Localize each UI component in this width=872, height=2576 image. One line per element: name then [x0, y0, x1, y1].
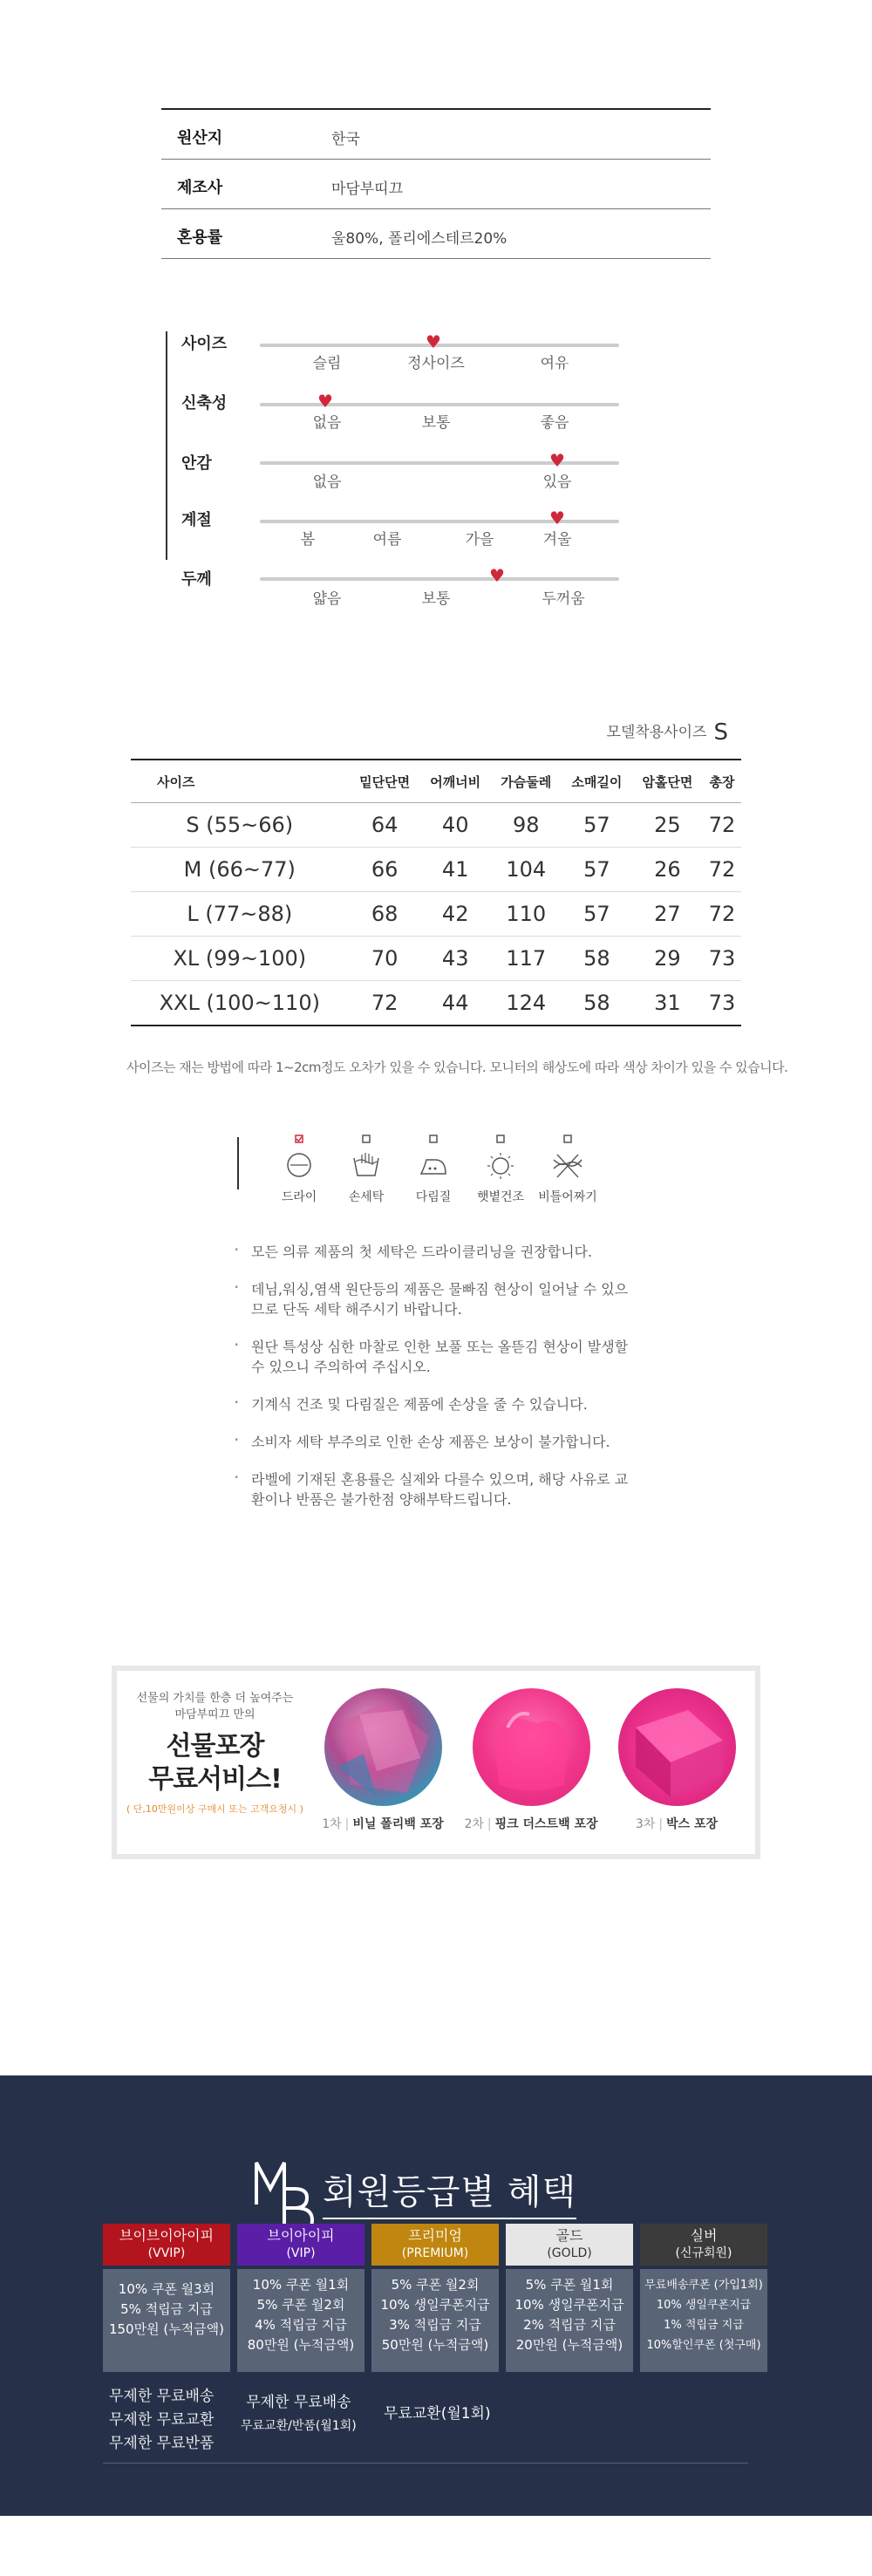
perk-line: 50만원 (누적금액): [381, 2337, 489, 2353]
info-value: 울80%, 폴리에스테르20%: [331, 230, 508, 248]
info-value: 마담부띠끄: [331, 181, 404, 198]
table-row: [131, 981, 741, 1026]
perk-line: 5% 쿠폰 월1회: [525, 2277, 614, 2293]
table-cell: 70: [350, 937, 420, 981]
heart-marker-icon: ♥: [317, 391, 333, 412]
perk-line: 150만원 (누적금액): [108, 2321, 225, 2337]
perk-line: 10% 쿠폰 월3회: [118, 2281, 215, 2297]
list-item: · 소비자 세탁 부주의로 인한 손상 제품은 보상이 불가합니다.: [234, 1432, 635, 1452]
gift-subtitle-line: 선물의 가치를 한층 더 높여주는: [136, 1692, 294, 1705]
perk-line: 무료배송쿠폰 (가입1회): [644, 2279, 763, 2292]
table-cell: 110: [491, 892, 562, 937]
membership-section: [0, 2075, 872, 2516]
info-label: 원산지: [177, 129, 223, 147]
scale-label: 봄: [300, 531, 316, 549]
scale-line: [260, 461, 619, 465]
care-item-dry: [269, 1134, 330, 1205]
scale-label: 있음: [542, 474, 572, 491]
size-cell: XXL (100~110): [131, 981, 350, 1026]
column-header: 가슴둘레: [491, 760, 562, 803]
table-row: [131, 848, 741, 892]
gift-box-illustration: [618, 1688, 736, 1806]
hand-wash-icon: [349, 1134, 384, 1184]
scale-label: 보통: [421, 590, 451, 608]
table-cell: 124: [491, 981, 562, 1026]
table-cell: 57: [562, 848, 632, 892]
table-cell: 57: [562, 892, 632, 937]
table-row: [131, 803, 741, 848]
table-cell: 68: [350, 892, 420, 937]
care-label: 햇볕건조: [476, 1190, 525, 1204]
list-item: · 기계식 건조 및 다림질은 제품에 손상을 줄 수 있습니다.: [234, 1394, 635, 1414]
tier-vip: [237, 2224, 364, 2266]
scale-label: 얇음: [312, 590, 342, 608]
scale-line: [260, 403, 619, 406]
info-row-origin: [161, 108, 711, 160]
column-header: 총장: [703, 760, 741, 803]
scale-label: 없음: [312, 414, 342, 432]
care-label: 드라이: [281, 1190, 317, 1204]
gift-box-image: [618, 1688, 736, 1806]
table-cell: 26: [632, 848, 703, 892]
table-cell: 29: [632, 937, 703, 981]
scale-label: 겨울: [542, 531, 572, 549]
scale-line: [260, 577, 619, 581]
gift-copy: [117, 1671, 313, 1816]
tier-name: 실버: [690, 2227, 718, 2244]
product-attribute-scales: [166, 331, 654, 610]
scale-label: 두꺼움: [542, 590, 585, 608]
size-cell: S (55~66): [131, 803, 350, 848]
table-cell: 104: [491, 848, 562, 892]
scale-title-size: 사이즈: [181, 335, 228, 353]
heart-marker-icon: ♥: [549, 508, 565, 528]
table-row: [131, 892, 741, 937]
size-cell: M (66~77): [131, 848, 350, 892]
tier-name: 골드: [555, 2227, 583, 2244]
table-cell: 66: [350, 848, 420, 892]
scale-divider: [166, 331, 167, 560]
dust-bag-image: [473, 1688, 590, 1806]
scale-label: 여유: [540, 355, 569, 372]
perks-vip: [237, 2269, 364, 2372]
care-item-iron: [403, 1134, 464, 1205]
column-header: 암홀단면: [632, 760, 703, 803]
scale-label: 가을: [465, 531, 494, 549]
scale-line: [260, 520, 619, 523]
sun-dry-icon: [483, 1134, 518, 1184]
table-cell: 42: [420, 892, 491, 937]
extra-line: 무제한 무료교환: [109, 2411, 215, 2429]
scale-label: 여름: [372, 531, 402, 549]
care-label: 비틀어짜기: [538, 1190, 597, 1204]
gift-step: 1차: [322, 1817, 342, 1831]
table-cell: 72: [703, 848, 741, 892]
poly-bag-illustration: [324, 1688, 442, 1806]
info-row-manufacturer: [161, 160, 711, 209]
extra-line: 무제한 무료반품: [109, 2435, 215, 2452]
tier-en: (신규회원): [675, 2246, 732, 2260]
heart-marker-icon: ♥: [549, 450, 565, 471]
extras-vvip: [109, 2385, 214, 2456]
scale-label: 없음: [312, 474, 342, 491]
model-size-value: S: [713, 719, 728, 746]
perk-line: 5% 쿠폰 월2회: [256, 2297, 345, 2313]
extra-line: 무료교환(월1회): [384, 2405, 491, 2423]
perks-gold: [506, 2269, 633, 2372]
gift-option-name: 핑크 더스트백 포장: [494, 1817, 598, 1831]
care-divider: [237, 1137, 239, 1189]
info-label: 혼용률: [177, 228, 223, 247]
perks-vvip: [103, 2269, 230, 2372]
gift-title: [117, 1730, 313, 1796]
table-cell: 25: [632, 803, 703, 848]
scale-label: 정사이즈: [407, 355, 465, 372]
tier-gold: [506, 2224, 633, 2266]
table-row: [131, 937, 741, 981]
care-item-no-wring: [537, 1134, 598, 1205]
gift-option-dust-bag: [461, 1688, 601, 1832]
tier-name: 브이아이피: [267, 2227, 335, 2244]
size-cell: XL (99~100): [131, 937, 350, 981]
table-cell: 98: [491, 803, 562, 848]
list-item: · 데님,워싱,염색 원단등의 제품은 물빠짐 현상이 일어날 수 있으므로 단독 세탁 해주시기 바랍니다.: [234, 1279, 635, 1319]
tier-en: (VIP): [286, 2246, 316, 2260]
gift-option-name: 박스 포장: [666, 1817, 719, 1831]
gift-option-box: [607, 1688, 746, 1832]
perk-line: 10%할인쿠폰 (첫구매): [646, 2339, 761, 2352]
tier-vvip: [103, 2224, 230, 2266]
table-cell: 40: [420, 803, 491, 848]
heart-marker-icon: ♥: [489, 565, 505, 586]
extras-premium: [384, 2402, 491, 2426]
iron-icon: [416, 1134, 451, 1184]
perk-line: 2% 적립금 지급: [523, 2317, 616, 2333]
perk-line: 3% 적립금 지급: [389, 2317, 481, 2333]
dry-clean-icon: [282, 1134, 317, 1184]
gift-option-name: 비닐 폴리백 포장: [352, 1817, 444, 1831]
perk-line: 10% 생일쿠폰지급: [514, 2297, 624, 2313]
perk-line: 80만원 (누적금액): [247, 2337, 355, 2353]
table-cell: 72: [703, 803, 741, 848]
gift-option-poly-bag: [313, 1688, 453, 1832]
tier-premium: [371, 2224, 499, 2266]
care-item-hand-wash: [336, 1134, 397, 1205]
perk-line: 1% 적립금 지급: [664, 2319, 744, 2332]
scale-label: 좋음: [540, 414, 569, 432]
perk-line: 20만원 (누적금액): [515, 2337, 623, 2353]
list-item: · 라벨에 기재된 혼용률은 실제와 다를수 있으며, 해당 사유로 교환이나 반품은 불가한점 양해부탁드립니다.: [234, 1469, 635, 1509]
scale-title-stretch: 신축성: [181, 394, 228, 412]
tier-silver: [640, 2224, 767, 2266]
care-item-sun-dry: [470, 1134, 531, 1205]
perks-premium: [371, 2269, 499, 2372]
list-item: · 원단 특성상 심한 마찰로 인한 보풀 또는 올뜯김 현상이 발생할 수 있으니 주의하여 주십시오.: [234, 1337, 635, 1377]
table-cell: 64: [350, 803, 420, 848]
table-cell: 72: [350, 981, 420, 1026]
gift-step: 3차: [635, 1817, 656, 1831]
table-cell: 31: [632, 981, 703, 1026]
info-label: 제조사: [177, 179, 223, 197]
size-table-header: [131, 760, 741, 803]
list-item: · 모든 의류 제품의 첫 세탁은 드라이클리닝을 권장합니다.: [234, 1242, 635, 1262]
care-label: 손세탁: [348, 1190, 385, 1204]
scale-title-lining: 안감: [181, 454, 212, 473]
gift-step: 2차: [464, 1817, 484, 1831]
tier-en: (VVIP): [147, 2246, 186, 2260]
no-wring-icon: [550, 1134, 585, 1184]
perk-line: 10% 쿠폰 월1회: [252, 2277, 350, 2293]
column-header: 어깨너비: [420, 760, 491, 803]
table-cell: 41: [420, 848, 491, 892]
table-cell: 73: [703, 981, 741, 1026]
gift-title-line: 무료서비스!: [148, 1764, 282, 1795]
gift-option-caption: 3차 | 박스 포장: [635, 1817, 719, 1831]
info-value: 한국: [331, 131, 360, 148]
extra-line: 무제한 무료배송: [246, 2394, 351, 2411]
tier-name: 프리미엄: [408, 2227, 462, 2244]
table-cell: 43: [420, 937, 491, 981]
product-info-table: [161, 108, 711, 259]
perk-line: 4% 적립금 지급: [255, 2317, 347, 2333]
scale-label: 슬림: [312, 355, 342, 372]
table-cell: 72: [703, 892, 741, 937]
gift-condition: ( 단,10만원이상 구매시 또는 고객요청시 ): [126, 1803, 303, 1815]
gift-title-line: 선물포장: [166, 1731, 264, 1762]
extras-vip: [241, 2391, 357, 2438]
size-note: 사이즈는 재는 방법에 따라 1~2cm정도 오차가 있을 수 있습니다. 모니터의 해상도에 따라 색상 차이가 있을 수 있습니다.: [126, 1060, 788, 1075]
extra-line: 무제한 무료배송: [109, 2388, 215, 2405]
info-row-material: [161, 209, 711, 259]
gift-subtitle-line: 마담부띠끄 만의: [174, 1708, 255, 1721]
perks-silver: [640, 2269, 767, 2372]
table-cell: 73: [703, 937, 741, 981]
table-cell: 44: [420, 981, 491, 1026]
size-cell: L (77~88): [131, 892, 350, 937]
gift-option-caption: 2차 | 핑크 더스트백 포장: [464, 1817, 598, 1831]
care-icons: [237, 1134, 621, 1221]
table-cell: 117: [491, 937, 562, 981]
column-header: 밑단단면: [350, 760, 420, 803]
care-label: 다림질: [415, 1190, 452, 1204]
membership-title: 회원등급별 혜택: [323, 2164, 576, 2219]
table-cell: 58: [562, 981, 632, 1026]
tier-name: 브이브이아이피: [119, 2227, 215, 2244]
tier-perks-row: [103, 2269, 769, 2372]
model-size-text: 모델착용사이즈: [606, 724, 707, 741]
table-cell: 58: [562, 937, 632, 981]
model-size-label: [607, 719, 728, 746]
tier-en: (GOLD): [547, 2246, 592, 2260]
table-cell: 57: [562, 803, 632, 848]
heart-marker-icon: ♥: [426, 331, 441, 352]
scale-label: 보통: [421, 414, 451, 432]
table-cell: 27: [632, 892, 703, 937]
scale-title-season: 계절: [181, 511, 212, 529]
dust-bag-illustration: [473, 1688, 590, 1806]
perk-line: 10% 생일쿠폰지급: [380, 2297, 490, 2313]
care-notes-list: [234, 1242, 635, 1527]
perk-line: 5% 적립금 지급: [120, 2301, 213, 2317]
perk-line: 5% 쿠폰 월2회: [391, 2277, 480, 2293]
column-header: 소매길이: [562, 760, 632, 803]
tier-header-row: [103, 2224, 769, 2266]
poly-bag-image: [324, 1688, 442, 1806]
gift-subtitle: [117, 1690, 313, 1723]
scale-title-thickness: 두께: [181, 570, 212, 589]
extra-line: 무료교환/반품(월1회): [241, 2419, 357, 2433]
tier-en: (PREMIUM): [401, 2246, 469, 2260]
gift-option-caption: 1차 | 비닐 폴리백 포장: [322, 1817, 444, 1831]
membership-divider: [103, 2463, 748, 2464]
perk-line: 10% 생일쿠폰지급: [656, 2299, 752, 2312]
gift-wrap-banner: [112, 1666, 760, 1859]
size-table: [131, 759, 741, 1026]
column-header: 사이즈: [131, 760, 350, 803]
